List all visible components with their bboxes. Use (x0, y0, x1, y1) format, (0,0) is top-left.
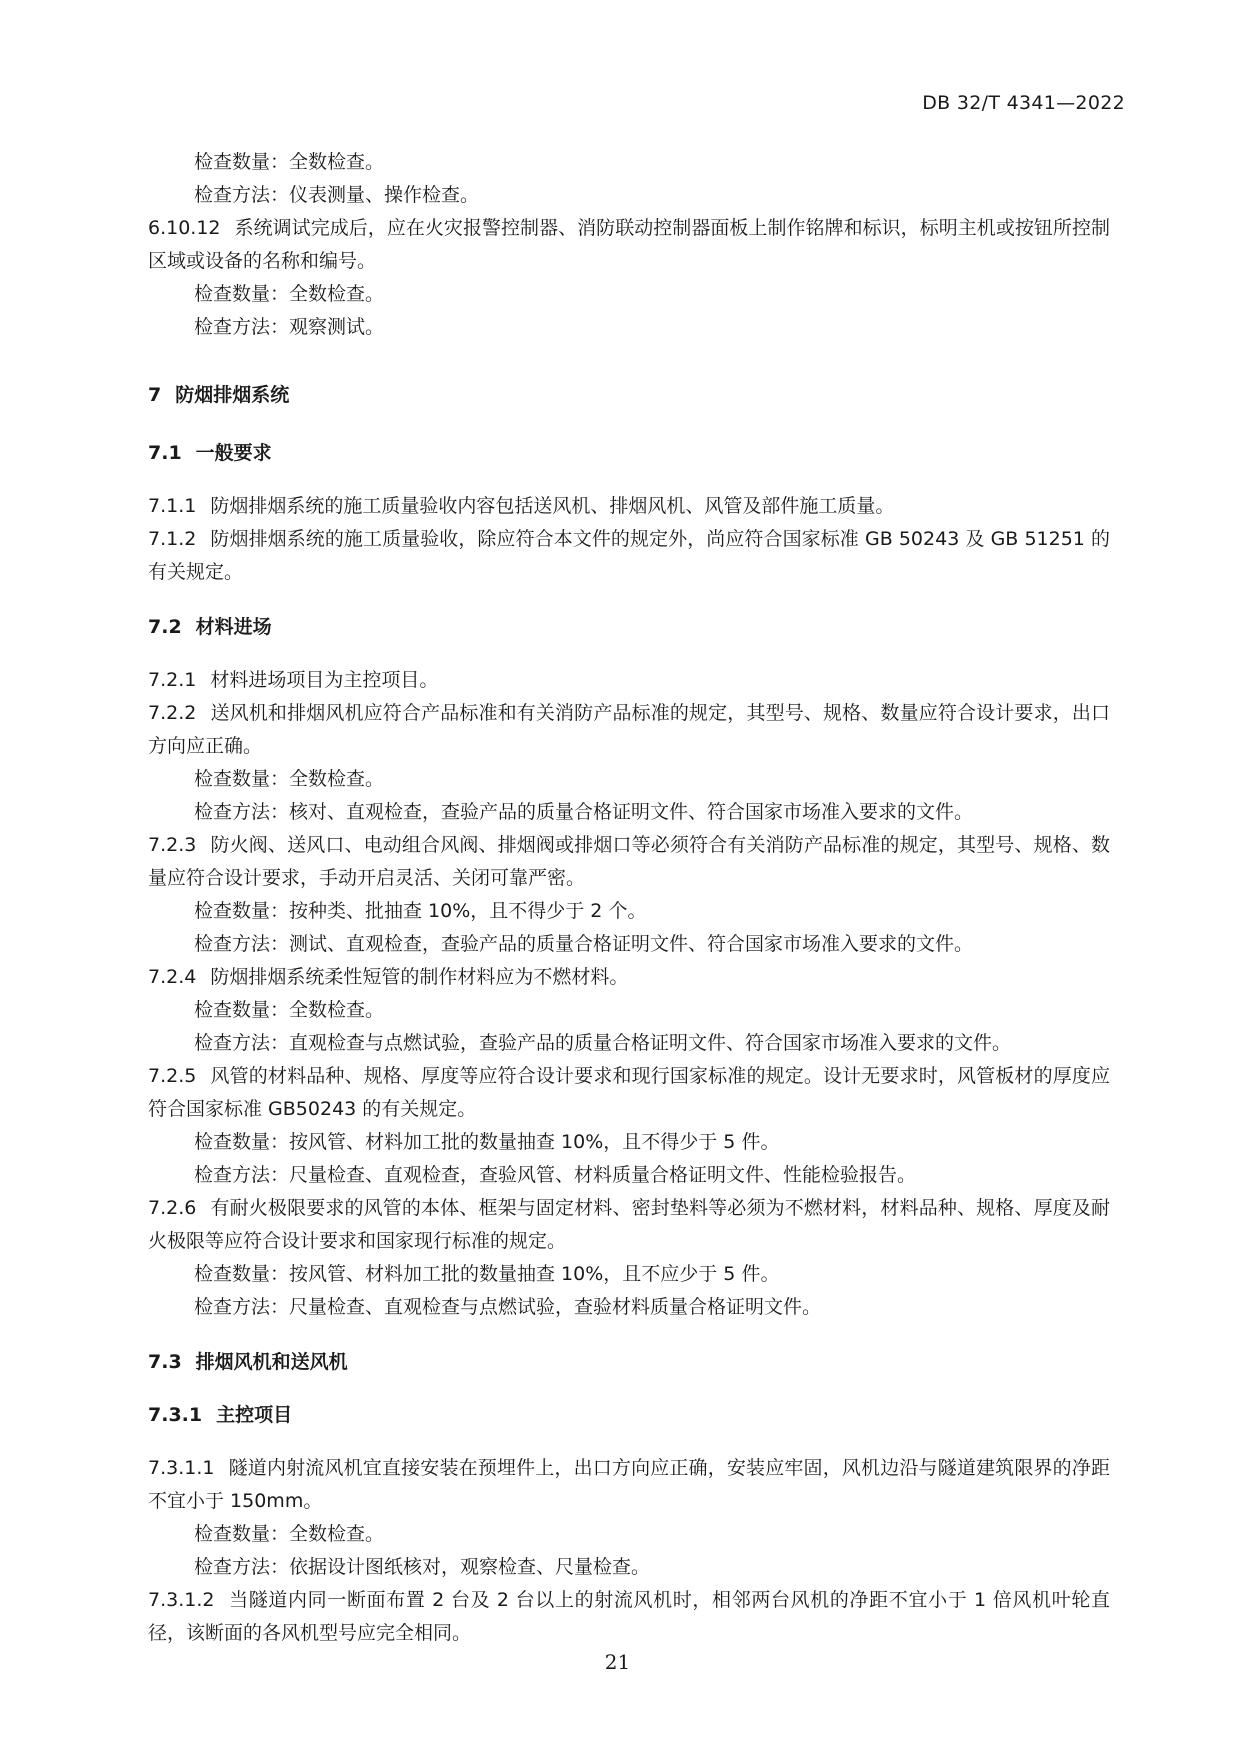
clause-text: 有耐火极限要求的风管的本体、框架与固定材料、密封垫料等必须为不燃材料，材料品种、规格、厚度及耐火极限等应符合设计要求和国家现行标准的规定。 (148, 1197, 1110, 1252)
paragraph: 检查方法：观察测试。 (194, 316, 385, 338)
inspection-quantity: 检查数量：全数检查。 (194, 1523, 385, 1545)
clause-7-2-5 (148, 1060, 1110, 1126)
inspection-method: 检查方法：直观检查与点燃试验，查验产品的质量合格证明文件、符合国家市场准入要求的文件。 (194, 1032, 1012, 1054)
section-title: 主控项目 (216, 1404, 293, 1426)
inspection-quantity: 检查数量：按风管、材料加工批的数量抽查 10%，且不应少于 5 件。 (194, 1263, 780, 1285)
inspection-method: 检查方法：测试、直观检查，查验产品的质量合格证明文件、符合国家市场准入要求的文件。 (194, 933, 974, 955)
clause-7-3-1-2 (148, 1584, 1110, 1650)
paragraph: 检查数量：全数检查。 (194, 283, 385, 305)
inspection-method: 检查方法：核对、直观检查，查验产品的质量合格证明文件、符合国家市场准入要求的文件。 (194, 801, 974, 823)
clause-text: 送风机和排烟风机应符合产品标准和有关消防产品标准的规定，其型号、规格、数量应符合设计要求，出口方向应正确。 (148, 702, 1110, 757)
section-title: 一般要求 (195, 442, 272, 464)
inspection-quantity: 检查数量：按种类、批抽查 10%，且不得少于 2 个。 (194, 900, 647, 922)
clause-number: 7.2.3 (148, 834, 197, 856)
inspection-quantity: 检查数量：按风管、材料加工批的数量抽查 10%，且不得少于 5 件。 (194, 1131, 780, 1153)
section-title: 防烟排烟系统 (175, 384, 290, 406)
section-heading-7-2 (148, 611, 1110, 644)
section-heading-7-3-1 (148, 1399, 1110, 1432)
clause-7-1-2 (148, 523, 1110, 589)
clause-number: 7.3.1.1 (148, 1457, 215, 1479)
clause-text: 防烟排烟系统的施工质量验收，除应符合本文件的规定外，尚应符合国家标准 GB 50243 及 GB 51251 的有关规定。 (148, 528, 1110, 583)
section-title: 排烟风机和送风机 (195, 1351, 348, 1373)
inspection-method: 检查方法：依据设计图纸核对，观察检查、尺量检查。 (194, 1556, 651, 1578)
section-heading-7-1 (148, 437, 1110, 470)
section-heading-7 (148, 379, 1110, 412)
section-number: 7.2 (148, 616, 182, 638)
inspection-method: 检查方法：尺量检查、直观检查，查验风管、材料质量合格证明文件、性能检验报告。 (194, 1164, 917, 1186)
clause-number: 7.2.5 (148, 1065, 197, 1087)
clause-number: 7.3.1.2 (148, 1589, 215, 1611)
clause-number: 7.2.6 (148, 1197, 197, 1219)
clause-7-2-3 (148, 829, 1110, 895)
clause-text: 防烟排烟系统柔性短管的制作材料应为不燃材料。 (210, 966, 629, 988)
inspection-quantity: 检查数量：全数检查。 (194, 768, 385, 790)
clause-number: 7.2.1 (148, 669, 197, 691)
section-number: 7.3.1 (148, 1404, 203, 1426)
inspection-method: 检查方法：尺量检查、直观检查与点燃试验，查验材料质量合格证明文件。 (194, 1296, 822, 1318)
clause-text: 当隧道内同一断面布置 2 台及 2 台以上的射流风机时，相邻两台风机的净距不宜小于 1 倍风机叶轮直径，该断面的各风机型号应完全相同。 (148, 1589, 1110, 1644)
clause-7-2-4 (148, 961, 1110, 994)
section-title: 材料进场 (195, 616, 272, 638)
paragraph: 检查数量：全数检查。 (194, 151, 385, 173)
section-number: 7.1 (148, 442, 182, 464)
clause-number: 7.2.4 (148, 966, 197, 988)
clause-7-2-1 (148, 664, 1110, 697)
document-code: DB 32/T 4341—2022 (922, 92, 1125, 114)
clause-number: 7.2.2 (148, 702, 197, 724)
clause-text: 隧道内射流风机宜直接安装在预埋件上，出口方向应正确，安装应牢固，风机边沿与隧道建筑限界的净距不宜小于 150mm。 (148, 1457, 1110, 1512)
section-heading-7-3 (148, 1346, 1110, 1379)
clause-text: 材料进场项目为主控项目。 (210, 669, 439, 691)
clause-7-2-2 (148, 697, 1110, 763)
page-content (148, 146, 1110, 1650)
page-number: 21 (604, 1650, 631, 1674)
section-number: 7 (148, 384, 162, 406)
clause-number: 6.10.12 (148, 217, 221, 239)
clause-6-10-12 (148, 212, 1110, 278)
clause-text: 防火阀、送风口、电动组合风阀、排烟阀或排烟口等必须符合有关消防产品标准的规定，其型号、规格、数量应符合设计要求，手动开启灵活、关闭可靠严密。 (148, 834, 1110, 889)
clause-text: 系统调试完成后，应在火灾报警控制器、消防联动控制器面板上制作铭牌和标识，标明主机或按钮所控制区域或设备的名称和编号。 (148, 217, 1110, 272)
clause-number: 7.1.2 (148, 528, 197, 550)
inspection-quantity: 检查数量：全数检查。 (194, 999, 385, 1021)
paragraph: 检查方法：仪表测量、操作检查。 (194, 184, 480, 206)
clause-text: 防烟排烟系统的施工质量验收内容包括送风机、排烟风机、风管及部件施工质量。 (210, 495, 895, 517)
clause-7-2-6 (148, 1192, 1110, 1258)
clause-7-3-1-1 (148, 1452, 1110, 1518)
section-number: 7.3 (148, 1351, 182, 1373)
clause-text: 风管的材料品种、规格、厚度等应符合设计要求和现行国家标准的规定。设计无要求时，风管板材的厚度应符合国家标准 GB50243 的有关规定。 (148, 1065, 1110, 1120)
clause-7-1-1 (148, 490, 1110, 523)
clause-number: 7.1.1 (148, 495, 197, 517)
